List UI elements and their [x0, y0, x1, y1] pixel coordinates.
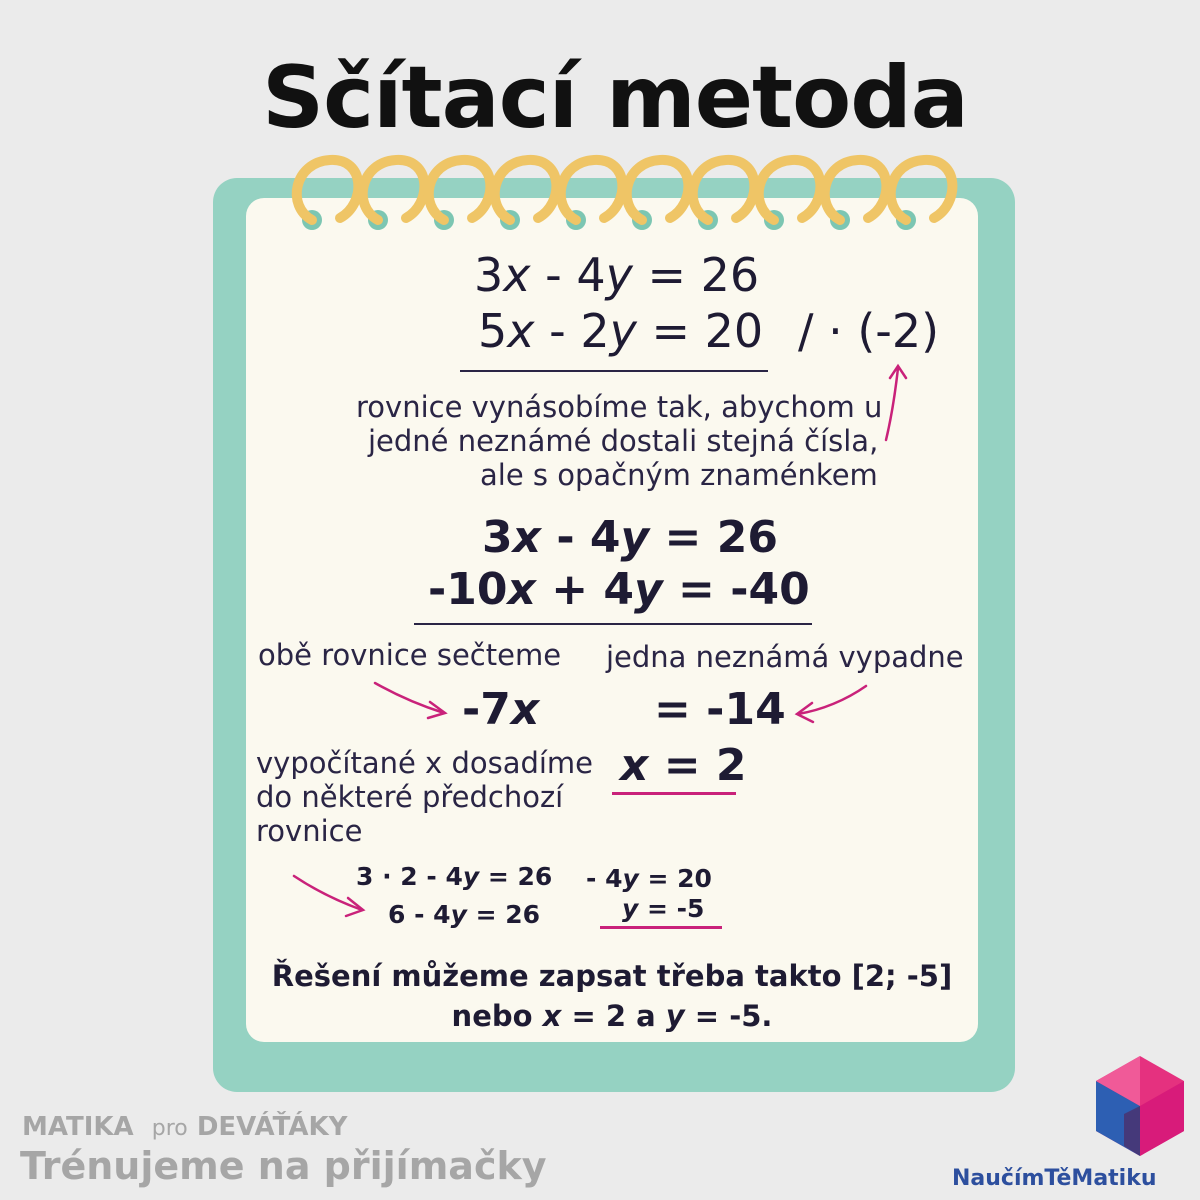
series-label: MATIKA pro DEVÁŤÁKY	[22, 1112, 348, 1142]
step3-note-right: jedna neznámá vypadne	[606, 640, 964, 674]
x-solution-underline	[612, 792, 736, 795]
result-line-2: nebo x = 2 a y = -5.	[451, 999, 773, 1033]
step1-note-line2: jedné neznámé dostali stejná čísla,	[368, 424, 879, 458]
sum-left: -7x	[462, 684, 540, 735]
hexagon-logo-icon	[1094, 1054, 1186, 1158]
tagline: Trénujeme na přijímačky	[20, 1144, 547, 1188]
step2-equation-2: -10x + 4y = -40	[428, 564, 810, 615]
step1-note-line3: ale s opačným znaménkem	[480, 458, 878, 492]
step4-note-line2: do některé předchozí	[256, 780, 564, 814]
x-solution: x = 2	[620, 740, 747, 791]
step1-equation-2: 5x - 2y = 20	[478, 304, 764, 358]
multiplier-label: / · (-2)	[798, 304, 940, 358]
step1-equation-1: 3x - 4y = 26	[474, 248, 760, 302]
y-solution-underline	[600, 926, 722, 929]
step4-note-line3: rovnice	[256, 814, 363, 848]
sum-line	[460, 370, 768, 372]
substitution-line-1: 3 · 2 - 4y = 26	[356, 862, 553, 891]
sum-line	[414, 623, 812, 625]
step4-note-line1: vypočítané x dosadíme	[256, 746, 594, 780]
y-equation-line-1: - 4y = 20	[586, 864, 712, 893]
result-line-1: Řešení můžeme zapsat třeba takto [2; -5]	[271, 959, 953, 993]
step3-note-left: obě rovnice sečteme	[258, 638, 562, 672]
step2-equation-1: 3x - 4y = 26	[482, 512, 778, 563]
y-solution: y = -5	[622, 894, 705, 923]
substitution-line-2: 6 - 4y = 26	[388, 900, 541, 929]
page-title: Sčítací metoda	[262, 48, 968, 148]
sum-right: = -14	[654, 684, 786, 735]
step1-note-line1: rovnice vynásobíme tak, abychom u	[356, 390, 883, 424]
brand-name: NaučímTěMatiku	[952, 1166, 1157, 1191]
